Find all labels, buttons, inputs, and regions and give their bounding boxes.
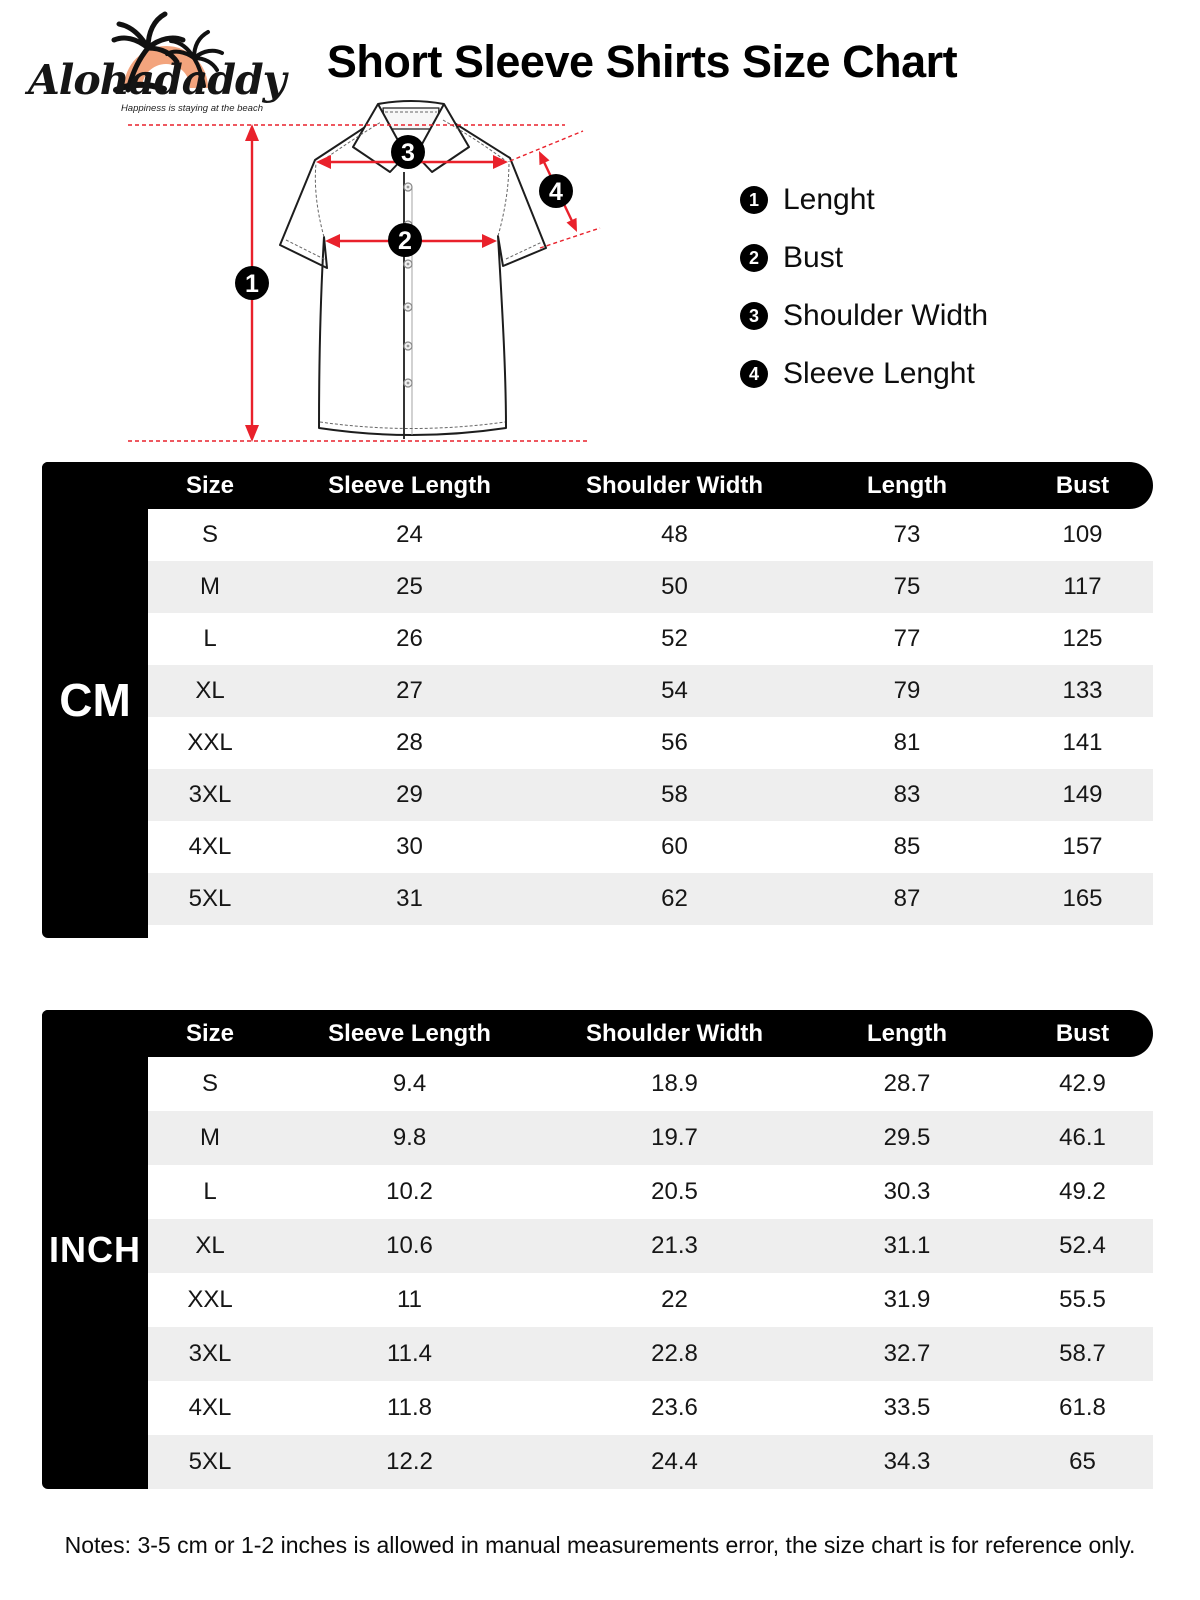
table-cell: 31: [396, 885, 423, 912]
table-cell: 52: [661, 625, 688, 652]
table-row: [148, 717, 1153, 769]
table-cell: 31.9: [883, 1286, 931, 1313]
legend-number-4: 4: [740, 360, 768, 388]
table-cell: 9.4: [392, 1070, 427, 1097]
table-row: [148, 613, 1153, 665]
shirt-measurement-diagram: [120, 95, 610, 450]
table-cell: 4XL: [188, 1394, 232, 1421]
column-header: Length: [867, 1019, 947, 1047]
table-row: [148, 873, 1153, 925]
table-cell: 157: [1062, 833, 1103, 860]
table-cell: 22: [661, 1286, 688, 1313]
table-cell: 60: [661, 833, 688, 860]
legend-item-sleeve-length: [740, 357, 988, 390]
table-row: [148, 665, 1153, 717]
table-cell: 77: [893, 625, 921, 652]
table-cell: 28: [396, 729, 423, 756]
table-row: [148, 821, 1153, 873]
legend-label-shoulder-width: Shoulder Width: [783, 299, 989, 332]
table-cell: 11.8: [387, 1394, 432, 1421]
table-cell: 83: [893, 781, 921, 808]
table-cell: 73: [893, 521, 921, 548]
table-row: [148, 1165, 1153, 1219]
table-cell: 65: [1069, 1448, 1096, 1475]
table-cell: 49.2: [1059, 1178, 1106, 1205]
size-table-cm: [42, 462, 1153, 925]
legend-label-length: Lenght: [783, 183, 875, 216]
unit-label-inch: INCH: [49, 1228, 141, 1270]
table-header-cm: [42, 462, 1153, 509]
table-cell: 58: [661, 781, 688, 808]
table-cell: 109: [1062, 521, 1103, 548]
table-cell: 55.5: [1059, 1286, 1106, 1313]
table-cell: 141: [1062, 729, 1103, 756]
table-cell: 56: [661, 729, 688, 756]
table-row: [148, 509, 1153, 561]
table-cell: M: [200, 573, 220, 600]
table-cell: 32.7: [883, 1340, 931, 1367]
table-cell: 133: [1062, 677, 1103, 704]
table-cell: 48: [661, 521, 688, 548]
table-cell: L: [203, 1178, 217, 1205]
column-header: Sleeve Length: [328, 1019, 491, 1047]
table-cell: 30.3: [883, 1178, 931, 1205]
table-cell: 9.8: [392, 1124, 427, 1151]
table-cell: 125: [1062, 625, 1103, 652]
column-header: Bust: [1055, 1019, 1110, 1047]
table-row: [148, 1435, 1153, 1489]
table-cell: 50: [661, 573, 688, 600]
legend-number-3: 3: [740, 302, 768, 330]
table-cell: 81: [893, 729, 921, 756]
legend-item-length: [740, 183, 988, 216]
table-cell: 165: [1062, 885, 1103, 912]
table-cell: 85: [893, 833, 921, 860]
table-row: [148, 769, 1153, 821]
table-row: [148, 1219, 1153, 1273]
table-cell: 54: [661, 677, 688, 704]
table-cell: 22.8: [651, 1340, 698, 1367]
table-body-inch: [148, 1057, 1153, 1489]
table-cell: M: [200, 1124, 220, 1151]
unit-label-cm: CM: [59, 674, 131, 726]
table-cell: 5XL: [188, 1448, 232, 1475]
table-cell: 11.4: [387, 1340, 432, 1367]
column-header: Size: [185, 1019, 235, 1047]
table-cell: 28.7: [883, 1070, 931, 1097]
table-cell: 3XL: [188, 1340, 232, 1367]
table-row: [148, 1057, 1153, 1111]
unit-bar-inch: [42, 1010, 148, 1489]
table-cell: 12.2: [386, 1448, 433, 1475]
marker-1-label: 1: [245, 270, 259, 298]
column-header: Sleeve Length: [328, 471, 491, 499]
legend-label-sleeve-length: Sleeve Lenght: [783, 357, 975, 390]
column-header: Bust: [1055, 471, 1110, 499]
table-cell: 31.1: [883, 1232, 931, 1259]
notes-text: Notes: 3-5 cm or 1-2 inches is allowed in manual measurements error, the size chart is for reference only.: [64, 1532, 1136, 1558]
table-cell: 58.7: [1059, 1340, 1106, 1367]
table-cell: S: [201, 521, 218, 548]
unit-bar-cm: [42, 462, 148, 938]
legend-number-1: 1: [740, 186, 768, 214]
table-cell: 29.5: [883, 1124, 931, 1151]
marker-3-label: 3: [401, 139, 415, 167]
legend-item-shoulder-width: [740, 299, 989, 332]
table-cell: 149: [1062, 781, 1103, 808]
table-cell: 25: [396, 573, 423, 600]
table-cell: 23.6: [651, 1394, 698, 1421]
table-cell: 79: [893, 677, 921, 704]
measurement-legend: [740, 183, 989, 418]
table-cell: XL: [195, 1232, 225, 1259]
page-title: Short Sleeve Shirts Size Chart: [326, 36, 958, 87]
table-body-cm: [148, 509, 1153, 925]
table-cell: 24.4: [651, 1448, 698, 1475]
table-cell: 62: [661, 885, 688, 912]
legend-number-2: 2: [740, 244, 768, 272]
table-row: [148, 1273, 1153, 1327]
size-table-inch: [42, 1010, 1153, 1489]
table-cell: 29: [396, 781, 423, 808]
legend-label-bust: Bust: [783, 241, 844, 274]
table-cell: 5XL: [188, 885, 232, 912]
table-cell: 75: [893, 573, 921, 600]
marker-4-label: 4: [549, 178, 563, 206]
table-cell: 18.9: [651, 1070, 698, 1097]
brand-name: Alohadaddy: [28, 56, 286, 104]
table-cell: 117: [1063, 573, 1102, 600]
table-row: [148, 1111, 1153, 1165]
table-row: [148, 561, 1153, 613]
table-cell: 20.5: [651, 1178, 698, 1205]
table-cell: 87: [893, 885, 921, 912]
table-cell: 24: [396, 521, 423, 548]
table-cell: XXL: [187, 1286, 233, 1313]
table-cell: 4XL: [188, 833, 232, 860]
column-header: Size: [185, 471, 235, 499]
column-header: Length: [867, 471, 947, 499]
table-cell: 27: [396, 677, 423, 704]
table-cell: 33.5: [883, 1394, 931, 1421]
table-cell: 11: [397, 1286, 422, 1313]
table-cell: 61.8: [1059, 1394, 1106, 1421]
table-cell: 46.1: [1059, 1124, 1106, 1151]
table-cell: 42.9: [1059, 1070, 1106, 1097]
table-cell: 52.4: [1059, 1232, 1106, 1259]
table-cell: 30: [396, 833, 423, 860]
table-header-inch: [42, 1010, 1153, 1057]
table-cell: 26: [396, 625, 423, 652]
table-cell: 34.3: [883, 1448, 931, 1475]
table-cell: 3XL: [188, 781, 232, 808]
table-cell: 19.7: [651, 1124, 698, 1151]
legend-item-bust: [740, 241, 988, 274]
table-cell: 10.2: [386, 1178, 433, 1205]
table-row: [148, 1327, 1153, 1381]
table-cell: S: [201, 1070, 218, 1097]
table-row: [148, 1381, 1153, 1435]
brand-tagline: Happiness is staying at the beach: [120, 103, 263, 114]
column-header: Shoulder Width: [585, 1019, 764, 1047]
table-cell: L: [203, 625, 217, 652]
table-cell: XXL: [187, 729, 233, 756]
marker-2-label: 2: [398, 227, 412, 255]
table-cell: 21.3: [651, 1232, 698, 1259]
table-cell: 10.6: [386, 1232, 433, 1259]
column-header: Shoulder Width: [585, 471, 764, 499]
table-cell: XL: [195, 677, 225, 704]
